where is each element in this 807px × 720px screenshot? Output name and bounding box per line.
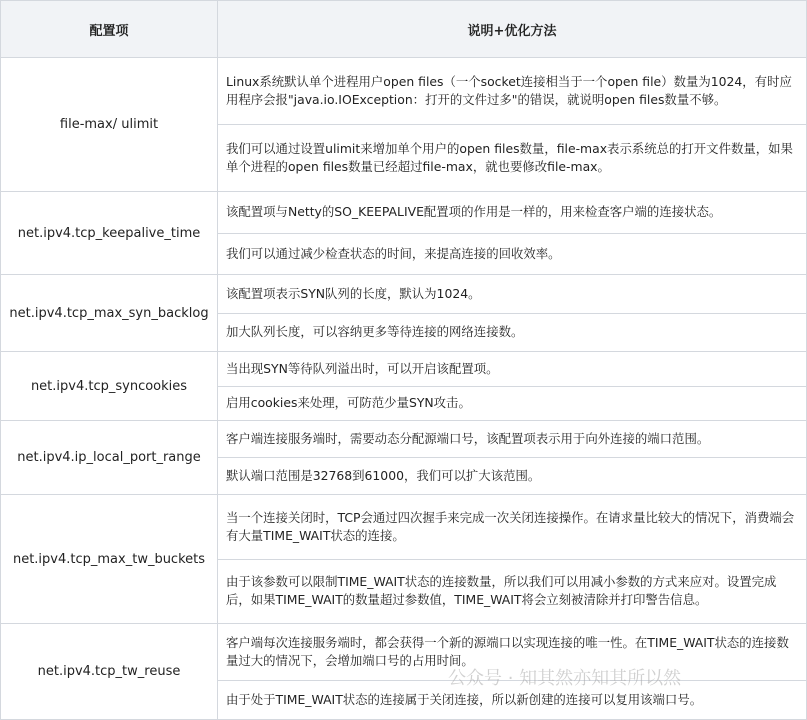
description-paragraph: Linux系统默认单个进程用户open files（一个socket连接相当于一个open file）数量为1024，有时应用程序会报"java.io.IOException：打开的文件过多"的错误，就说明open files数量不够。 xyxy=(226,74,792,107)
description-paragraph: 该配置项表示SYN队列的长度，默认为1024。 xyxy=(226,285,481,301)
row-name: net.ipv4.ip_local_port_range xyxy=(1,421,218,495)
optimization-paragraph: 由于处于TIME_WAIT状态的连接属于关闭连接，所以新创建的连接可以复用该端口号。 xyxy=(218,680,806,719)
description-paragraph: 当一个连接关闭时，TCP会通过四次握手来完成一次关闭连接操作。在请求量比较大的情况下，消费端会有大量TIME_WAIT状态的连接。 xyxy=(226,509,795,543)
row-description xyxy=(218,421,806,495)
optimization-paragraph: 我们可以通过减少检查状态的时间，来提高连接的回收效率。 xyxy=(218,233,806,275)
row-name: net.ipv4.tcp_max_tw_buckets xyxy=(1,495,218,624)
optimization-paragraph: 启用cookies来处理，可防范少量SYN攻击。 xyxy=(218,386,806,421)
row-description xyxy=(218,624,806,719)
optimization-paragraph: 加大队列长度，可以容纳更多等待连接的网络连接数。 xyxy=(218,313,806,352)
description-paragraph: 客户端连接服务端时，需要动态分配源端口号，该配置项表示用于向外连接的端口范围。 xyxy=(226,431,710,446)
optimization-paragraph: 我们可以通过设置ulimit来增加单个用户的open files数量，file-max表示系统总的打开文件数量，如果单个进程的open files数量已经超过file-max，就也要修改file-max。 xyxy=(218,124,806,191)
row-description xyxy=(218,58,806,192)
row-description xyxy=(218,192,806,275)
row-name: file-max/ ulimit xyxy=(1,58,218,192)
row-name: net.ipv4.tcp_syncookies xyxy=(1,352,218,421)
watermark: 公众号 · 知其然亦知其所以然 xyxy=(448,668,682,689)
row-description xyxy=(218,275,806,352)
row-description xyxy=(218,352,806,421)
description-paragraph: 该配置项与Netty的SO_KEEPALIVE配置项的作用是一样的，用来检查客户端的连接状态。 xyxy=(226,204,722,220)
optimization-paragraph: 默认端口范围是32768到61000，我们可以扩大该范围。 xyxy=(218,457,806,494)
description-paragraph: 当出现SYN等待队列溢出时，可以开启该配置项。 xyxy=(226,360,499,376)
row-name: net.ipv4.tcp_tw_reuse xyxy=(1,624,218,719)
header-config-item: 配置项 xyxy=(1,1,218,58)
header-description: 说明+优化方法 xyxy=(218,1,806,58)
row-name: net.ipv4.tcp_keepalive_time xyxy=(1,192,218,275)
optimization-paragraph: 由于该参数可以限制TIME_WAIT状态的连接数量，所以我们可以用减小参数的方式来应对。设置完成后，如果TIME_WAIT的数量超过参数值，TIME_WAIT将会立刻被清除并打印警告信息。 xyxy=(218,559,806,624)
row-description xyxy=(218,495,806,624)
row-name: net.ipv4.tcp_max_syn_backlog xyxy=(1,275,218,352)
description-paragraph: 客户端每次连接服务端时，都会获得一个新的源端口以实现连接的唯一性。在TIME_WAIT状态的连接数量过大的情况下，会增加端口号的占用时间。 xyxy=(226,635,789,668)
